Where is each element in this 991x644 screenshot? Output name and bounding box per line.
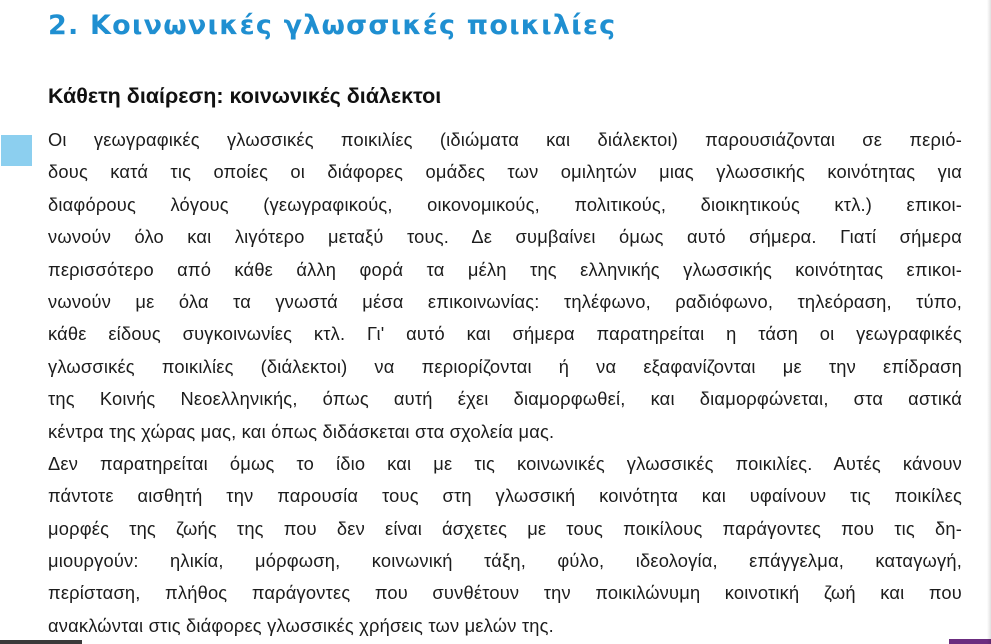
- chapter-title: 2. Κοινωνικές γλωσσικές ποικιλίες: [48, 10, 617, 41]
- page-edge-shadow-left: [0, 640, 82, 644]
- paragraph-2: [48, 448, 962, 642]
- page-edge-mark-right: [949, 639, 991, 644]
- body-text: [48, 124, 962, 642]
- text-line: κέντρα της χώρας μας, και όπως διδάσκεται στα σχολεία μας.: [48, 420, 555, 442]
- text-line: Δεν παρατηρείται όμως το ίδιο και με τις κοινωνικές γλωσσικές ποικιλίες. Αυτές κάνουν: [48, 452, 962, 474]
- section-marker-square: [1, 135, 32, 166]
- scan-edge-shadow: [987, 0, 991, 644]
- text-line: περισσότερο από κάθε άλλη φορά τα μέλη της ελληνικής γλωσσικής κοινότητας επικοι-: [48, 258, 962, 280]
- section-title: Κάθετη διαίρεση: κοινωνικές διάλεκτοι: [48, 84, 442, 108]
- text-line: διαφόρους λόγους (γεωγραφικούς, οικονομικούς, πολιτικούς, διοικητικούς κτλ.) επικοι-: [48, 193, 962, 215]
- text-line: πάντοτε αισθητή την παρουσία τους στη γλωσσική κοινότητα και υφαίνουν τις ποικίλες: [48, 485, 962, 507]
- text-line: μορφές της ζωής της που δεν είναι άσχετες με τους ποικίλους παράγοντες που τις δη-: [48, 517, 962, 539]
- text-line: περίσταση, πλήθος παράγοντες που συνθέτουν την ποικιλώνυμη κοινοτική ζωή και που: [48, 582, 962, 604]
- text-line: νωνούν με όλα τα γνωστά μέσα επικοινωνίας: τηλέφωνο, ραδιόφωνο, τηλεόραση, τύπο,: [48, 290, 962, 312]
- text-line: γλωσσικές ποικιλίες (διάλεκτοι) να περιορίζονται ή να εξαφανίζονται με την επίδραση: [48, 355, 962, 377]
- text-line: της Κοινής Νεοελληνικής, όπως αυτή έχει διαμορφωθεί, και διαμορφώνεται, στα αστικά: [48, 388, 962, 410]
- text-line: νωνούν όλο και λιγότερο μεταξύ τους. Δε συμβαίνει όμως αυτό σήμερα. Γιατί σήμερα: [48, 226, 962, 248]
- text-line: κάθε είδους συγκοινωνίες κτλ. Γι' αυτό και σήμερα παρατηρείται η τάση οι γεωγραφικές: [48, 323, 962, 345]
- text-line: δους κατά τις οποίες οι διάφορες ομάδες των ομιλητών μιας γλωσσικής κοινότητας για: [48, 161, 962, 183]
- text-line: ανακλώνται στις διάφορες γλωσσικές χρήσεις των μελών της.: [48, 614, 554, 636]
- paragraph-1: [48, 124, 962, 448]
- text-line: μιουργούν: ηλικία, μόρφωση, κοινωνική τάξη, φύλο, ιδεολογία, επάγγελμα, καταγωγή,: [48, 550, 962, 572]
- text-line: Οι γεωγραφικές γλωσσικές ποικιλίες (ιδιώματα και διάλεκτοι) παρουσιάζονται σε περιό-: [48, 129, 962, 150]
